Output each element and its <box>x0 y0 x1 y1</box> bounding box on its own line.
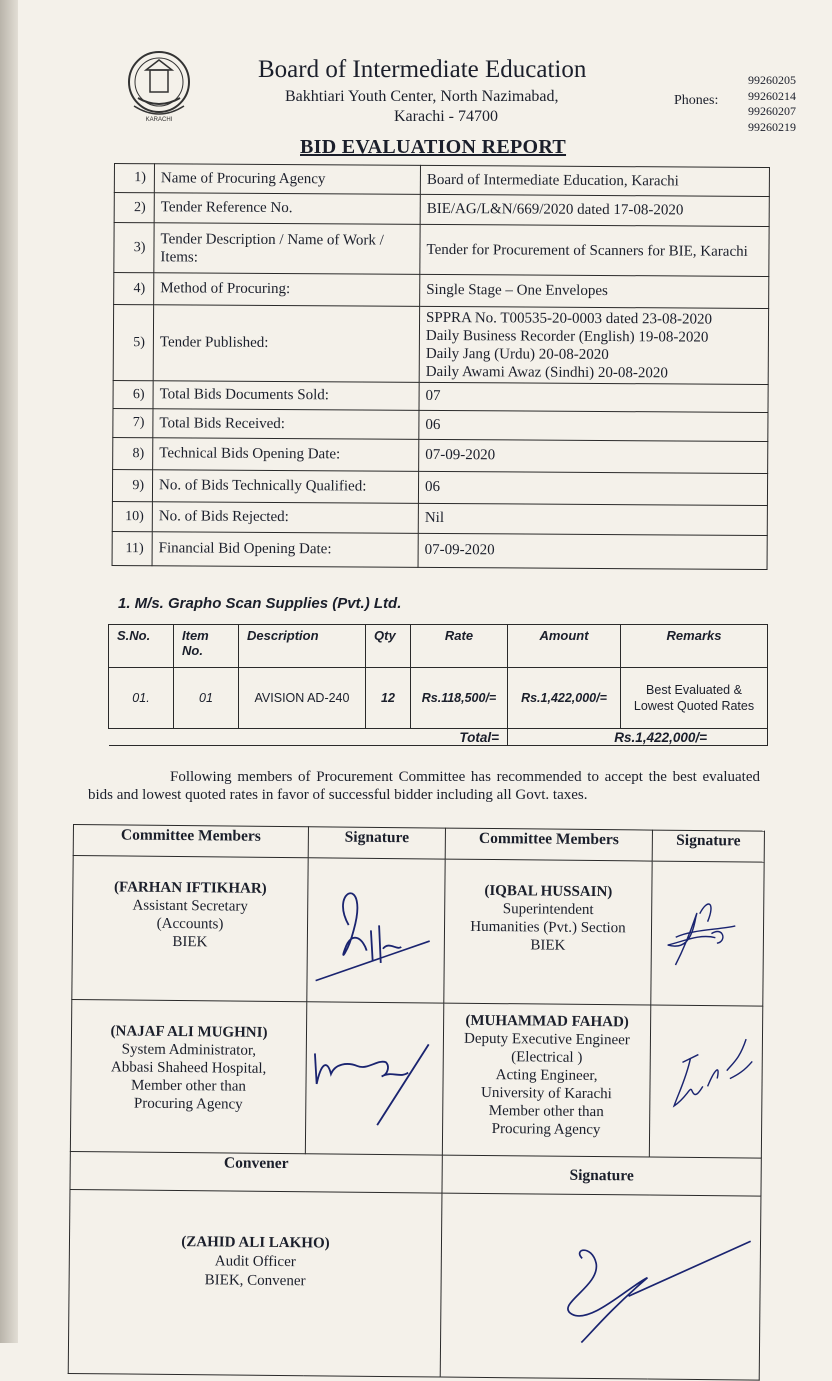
member-title: Superintendent Humanities (Pvt.) Section BIEK <box>470 901 626 954</box>
row-value: BIE/AG/L&N/669/2020 dated 17-08-2020 <box>420 194 769 226</box>
committee-row <box>70 999 762 1158</box>
svg-text:KARACHI: KARACHI <box>145 117 173 123</box>
info-row <box>112 531 767 569</box>
col-item: Item No. <box>174 625 239 668</box>
col-amount: Amount <box>508 625 621 668</box>
col-remarks: Remarks <box>621 625 768 668</box>
info-row <box>113 437 768 473</box>
convener-signature-label: Signature <box>442 1155 761 1196</box>
handwritten-signature <box>650 1006 762 1158</box>
handwritten-signature <box>651 862 763 1006</box>
signature-cell <box>305 1002 443 1155</box>
row-value: Single Stage – One Envelopes <box>420 274 769 308</box>
bid-table-header <box>109 625 768 668</box>
row-label: Tender Reference No. <box>154 193 420 225</box>
row-number: 3) <box>114 223 154 273</box>
info-row <box>113 408 768 441</box>
member-title: System Administrator, Abbasi Shaheed Hospital, Member other than Procuring Agency <box>110 1041 267 1113</box>
row-number: 1) <box>114 164 154 193</box>
row-number: 2) <box>114 193 154 223</box>
convener-row <box>68 1189 761 1380</box>
handwritten-signature <box>306 1002 443 1154</box>
row-number: 9) <box>112 469 152 501</box>
phone-number: 99260207 <box>748 104 796 118</box>
col-description: Description <box>239 625 366 668</box>
col-qty: Qty <box>366 625 411 668</box>
document-page <box>18 0 832 1343</box>
convener-title: Audit Officer BIEK, Convener <box>204 1253 306 1290</box>
row-value: Nil <box>418 503 767 535</box>
row-value: 06 <box>419 410 768 441</box>
member-cell <box>72 856 308 1002</box>
total-label: Total= <box>109 729 508 746</box>
signature-cell <box>307 858 445 1003</box>
tender-info-table <box>112 163 770 570</box>
row-label: No. of Bids Rejected: <box>152 502 418 534</box>
member-title: Deputy Executive Engineer (Electrical ) Acting Engineer, University of Karachi Member other than Procuring Agency <box>463 1030 630 1139</box>
member-name: (FARHAN IFTIKHAR) <box>113 879 267 897</box>
phone-number: 99260205 <box>748 73 796 87</box>
handwritten-signature <box>441 1194 761 1380</box>
member-cell <box>442 1003 650 1157</box>
row-number: 8) <box>113 437 153 469</box>
row-value: 07-09-2020 <box>419 439 768 473</box>
convener-label: Convener <box>70 1151 442 1193</box>
convener-cell <box>68 1189 442 1377</box>
col-signature: Signature <box>308 827 445 859</box>
row-number: 7) <box>113 408 153 437</box>
info-row <box>114 164 769 197</box>
committee-row <box>72 856 764 1007</box>
member-title: Assistant Secretary (Accounts) BIEK <box>132 897 248 951</box>
phone-number: 99260219 <box>748 119 796 134</box>
row-value: SPPRA No. T00535-20-0003 dated 23-08-2020 Daily Business Recorder (English) 19-08-2020 Daily Jang (Urdu) 20-08-2020 Daily Awami Awaz (Sindhi) 20-08-2020 <box>419 306 768 384</box>
row-number: 5) <box>113 305 153 381</box>
committee-table <box>68 824 765 1381</box>
col-signature: Signature <box>652 830 764 862</box>
col-committee-members: Committee Members <box>73 825 308 858</box>
paper-edge <box>0 0 18 1343</box>
info-row <box>114 273 769 309</box>
table-row <box>109 668 768 729</box>
cell-amount: Rs.1,422,000/= <box>508 668 621 729</box>
info-row <box>114 223 769 277</box>
handwritten-signature <box>307 858 444 1002</box>
row-value: Tender for Procurement of Scanners for BIE, Karachi <box>420 224 769 276</box>
col-committee-members: Committee Members <box>445 828 652 861</box>
col-sno: S.No. <box>109 625 174 668</box>
recommendation-paragraph: Following members of Procurement Committee has recommended to accept the best evaluated bids and lowest quoted rates in favor of successful bidder including all Govt. taxes. <box>88 769 760 803</box>
convener-name: (ZAHID ALI LAKHO) <box>181 1234 330 1252</box>
info-row <box>114 193 769 227</box>
row-label: Total Bids Documents Sold: <box>153 381 419 411</box>
board-seal-logo <box>124 48 194 128</box>
phone-number: 99260214 <box>748 88 796 103</box>
member-cell <box>444 859 652 1005</box>
row-label: Total Bids Received: <box>153 409 419 440</box>
cell-sno: 01. <box>109 668 174 729</box>
cell-description: AVISION AD-240 <box>239 668 366 729</box>
row-label: Method of Procuring: <box>154 273 420 307</box>
info-row <box>113 380 768 412</box>
phones-label: Phones: <box>674 93 719 108</box>
convener-header <box>70 1151 761 1196</box>
info-row <box>112 469 767 505</box>
row-value: 06 <box>418 471 767 505</box>
member-name: (MUHAMMAD FAHAD) <box>465 1012 629 1031</box>
phone-numbers <box>748 73 796 135</box>
row-value: 07-09-2020 <box>418 533 767 569</box>
signature-cell <box>649 1005 762 1158</box>
address-line-2: Karachi - 74700 <box>394 108 498 125</box>
row-number: 4) <box>114 273 154 305</box>
row-number: 11) <box>112 531 152 565</box>
cell-rate: Rs.118,500/= <box>411 668 508 729</box>
cell-remarks: Best Evaluated & Lowest Quoted Rates <box>621 668 768 729</box>
row-label: No. of Bids Technically Qualified: <box>152 470 418 504</box>
total-value: Rs.1,422,000/= <box>508 729 768 746</box>
row-label: Technical Bids Opening Date: <box>153 438 419 472</box>
member-cell <box>70 999 306 1153</box>
signature-cell <box>651 861 764 1006</box>
bid-table <box>108 624 768 746</box>
report-title: BID EVALUATION REPORT <box>300 136 567 158</box>
row-value: 07 <box>419 382 768 412</box>
member-name: (IQBAL HUSSAIN) <box>484 882 613 901</box>
board-title: Board of Intermediate Education <box>258 56 587 83</box>
row-label: Tender Description / Name of Work / Items: <box>154 223 420 275</box>
row-number: 6) <box>113 380 153 408</box>
col-rate: Rate <box>411 625 508 668</box>
signature-cell <box>440 1193 761 1380</box>
row-label: Name of Procuring Agency <box>154 164 420 195</box>
row-label: Tender Published: <box>153 305 419 383</box>
cell-item: 01 <box>174 668 239 729</box>
member-name: (NAJAF ALI MUGHNI) <box>110 1023 268 1041</box>
cell-qty: 12 <box>366 668 411 729</box>
address-line-1: Bakhtiari Youth Center, North Nazimabad, <box>285 88 559 105</box>
info-row <box>112 501 767 535</box>
row-label: Financial Bid Opening Date: <box>152 532 418 568</box>
row-number: 10) <box>112 501 152 531</box>
row-value: Board of Intermediate Education, Karachi <box>420 165 769 196</box>
bidder-heading: 1. M/s. Grapho Scan Supplies (Pvt.) Ltd. <box>118 595 402 612</box>
info-row <box>113 305 768 385</box>
total-row <box>109 729 768 746</box>
